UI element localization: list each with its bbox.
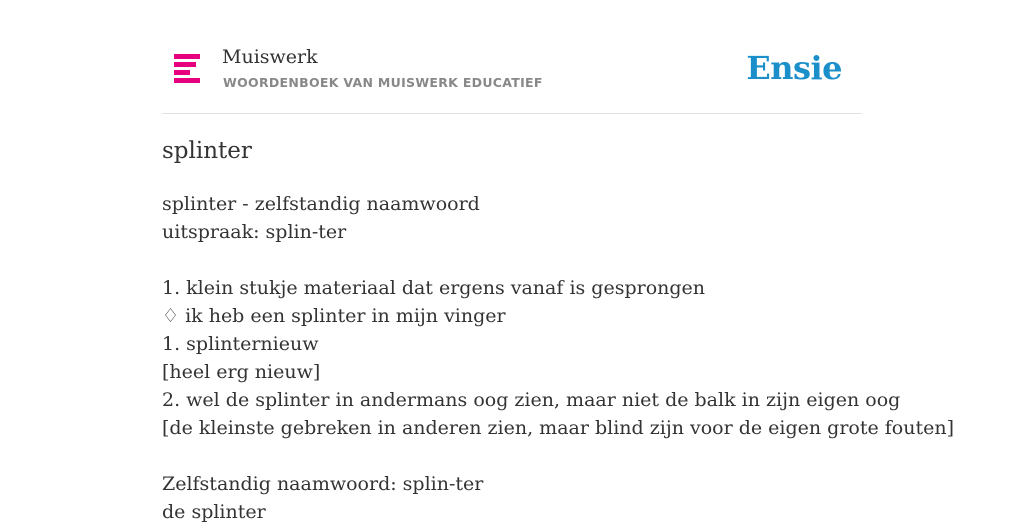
entry-line-expression-1: 1. splinternieuw bbox=[162, 333, 319, 355]
page-title: splinter bbox=[162, 138, 252, 164]
site-subtitle: WOORDENBOEK VAN MUISWERK EDUCATIEF bbox=[223, 75, 543, 90]
entry-line-article: de splinter bbox=[162, 501, 266, 523]
entry-line-expression-2: 2. wel de splinter in andermans oog zien, maar niet de balk in zijn eigen oog bbox=[162, 389, 901, 411]
entry-line-expression-1-meaning: [heel erg nieuw] bbox=[162, 361, 321, 383]
site-title-link[interactable]: Muiswerk bbox=[222, 46, 318, 68]
muiswerk-logo-icon[interactable] bbox=[174, 54, 200, 88]
entry-line-hyphenation: Zelfstandig naamwoord: splin-ter bbox=[162, 473, 484, 495]
entry-line-blank bbox=[162, 246, 882, 274]
ensie-logo-link[interactable]: Ensie bbox=[746, 49, 842, 87]
dictionary-entry bbox=[162, 190, 955, 526]
entry-line-pronunciation: uitspraak: splin-ter bbox=[162, 221, 347, 243]
entry-line-example: ♢ ik heb een splinter in mijn vinger bbox=[162, 305, 506, 327]
entry-line-expression-2-meaning: [de kleinste gebreken in anderen zien, maar blind zijn voor de eigen grote fouten] bbox=[162, 417, 955, 439]
entry-line-definition: 1. klein stukje materiaal dat ergens vanaf is gesprongen bbox=[162, 277, 706, 299]
page-container bbox=[162, 0, 955, 523]
site-header bbox=[162, 0, 862, 114]
entry-line-blank bbox=[162, 442, 882, 470]
entry-line-word-type: splinter - zelfstandig naamwoord bbox=[162, 193, 480, 215]
